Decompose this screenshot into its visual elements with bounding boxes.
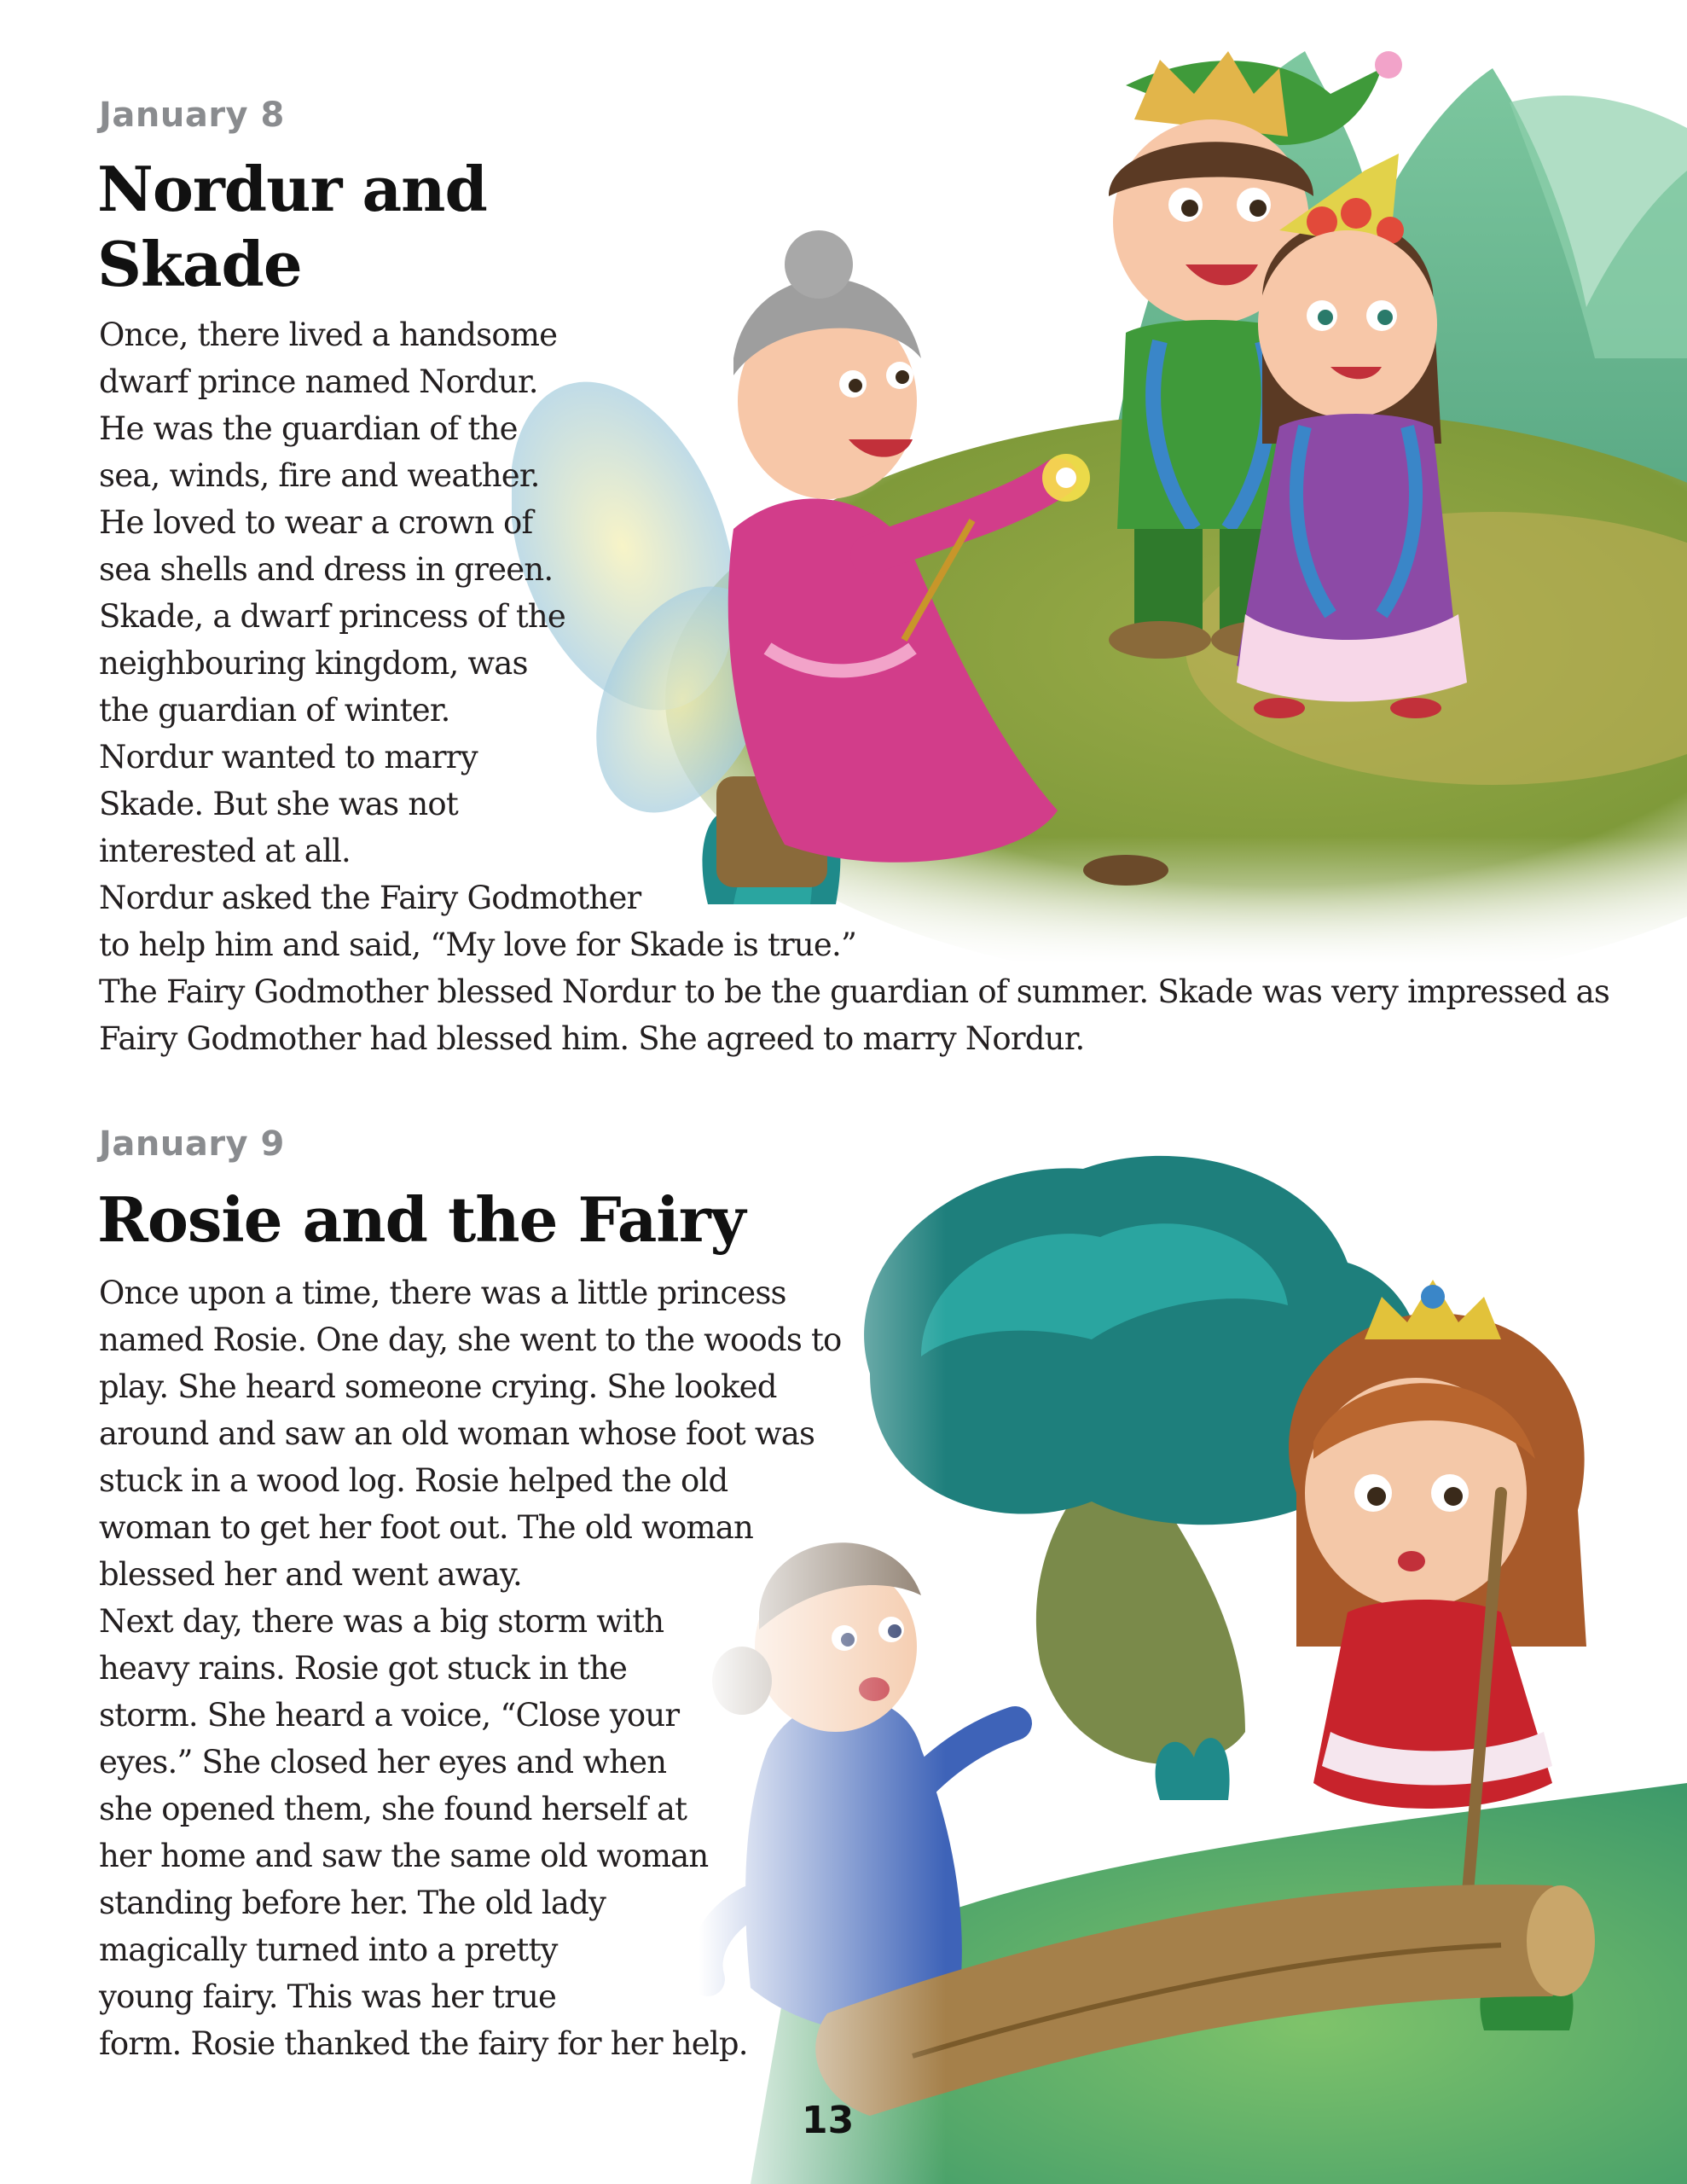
story-line: He was the guardian of the — [99, 410, 518, 447]
story-line: Nordur wanted to marry — [99, 739, 478, 775]
story-line: Fairy Godmother had blessed him. She agreed to marry Nordur. — [99, 1020, 1085, 1057]
story-line: He loved to wear a crown of — [99, 504, 533, 541]
story-line: stuck in a wood log. Rosie helped the old — [99, 1462, 728, 1499]
story-line: interested at all. — [99, 833, 351, 869]
story-line: standing before her. The old lady — [99, 1885, 606, 1921]
story-line: storm. She heard a voice, “Close your — [99, 1697, 680, 1734]
story-line: sea, winds, fire and weather. — [99, 457, 540, 494]
story-line: she opened them, she found herself at — [99, 1791, 687, 1827]
story-line: her home and saw the same old woman — [99, 1838, 709, 1874]
story-line: sea shells and dress in green. — [99, 551, 554, 588]
story-line: form. Rosie thanked the fairy for her help. — [99, 2025, 748, 2062]
story-line: Nordur asked the Fairy Godmother — [99, 880, 641, 916]
story-line: Next day, there was a big storm with — [99, 1603, 664, 1640]
story-line: Once upon a time, there was a little princess — [99, 1275, 786, 1311]
story-title-line: Nordur and — [97, 153, 487, 225]
story-line: Skade. But she was not — [99, 786, 458, 822]
story-line: to help him and said, “My love for Skade is true.” — [99, 926, 857, 963]
story-line: Skade, a dwarf princess of the — [99, 598, 566, 635]
story-line: play. She heard someone crying. She looked — [99, 1368, 777, 1405]
story-line: young fairy. This was her true — [99, 1978, 557, 2015]
story-title — [97, 152, 487, 302]
story-title — [97, 1182, 745, 1258]
story-line: named Rosie. One day, she went to the woods to — [99, 1321, 842, 1358]
story-date: January 9 — [99, 1124, 285, 1164]
page-number: 13 — [802, 2099, 855, 2142]
story-line: neighbouring kingdom, was — [99, 645, 528, 682]
story-line: Once, there lived a handsome — [99, 317, 558, 353]
story-line: eyes.” She closed her eyes and when — [99, 1744, 667, 1780]
story-title-line: Rosie and the Fairy — [97, 1183, 745, 1256]
story-line: magically turned into a pretty — [99, 1931, 558, 1968]
story-title-line: Skade — [97, 228, 302, 300]
illustration-rosie-and-old-woman — [699, 1135, 1687, 2184]
story-line: The Fairy Godmother blessed Nordur to be the guardian of summer. Skade was very impressed as — [99, 973, 1610, 1010]
story-line: blessed her and went away. — [99, 1556, 523, 1593]
story-line: dwarf prince named Nordur. — [99, 363, 538, 400]
story-line: heavy rains. Rosie got stuck in the — [99, 1650, 628, 1687]
story-line: woman to get her foot out. The old woman — [99, 1509, 753, 1546]
story-line: around and saw an old woman whose foot was — [99, 1415, 815, 1452]
story-date: January 8 — [99, 96, 285, 135]
story-text — [99, 1269, 842, 2067]
story-line: the guardian of winter. — [99, 692, 450, 729]
story-text — [99, 311, 1609, 1062]
